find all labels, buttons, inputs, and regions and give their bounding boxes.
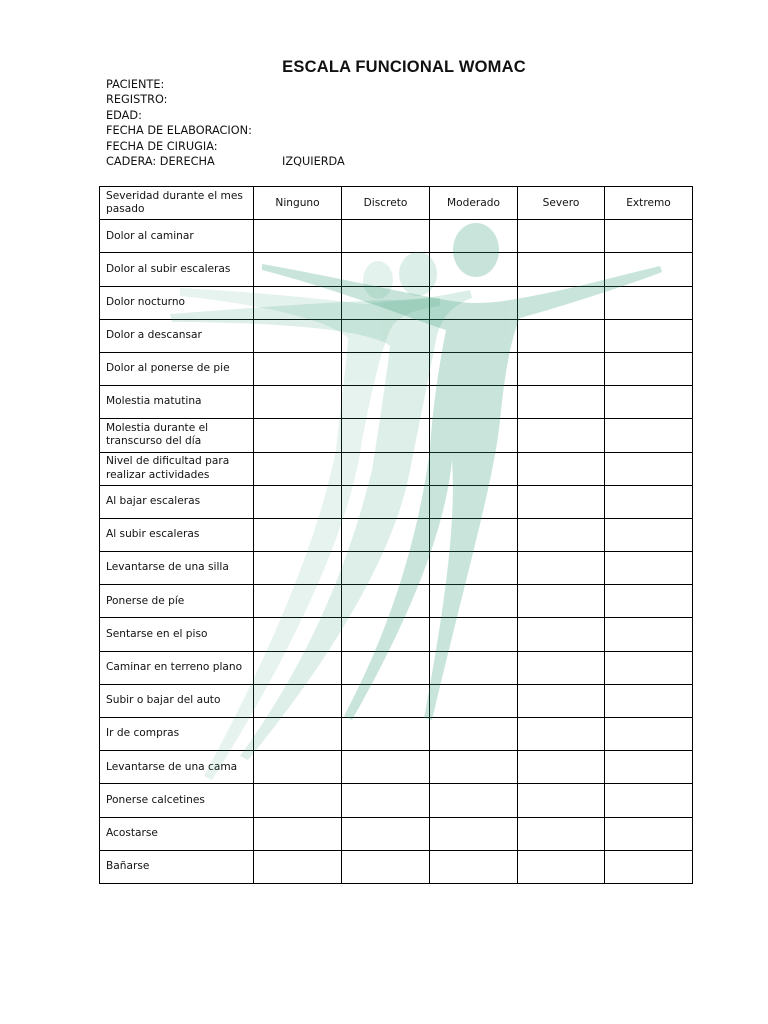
row-label: Al subir escaleras <box>100 518 254 551</box>
rating-cell[interactable] <box>254 684 342 717</box>
rating-cell[interactable] <box>518 751 605 784</box>
rating-cell[interactable] <box>605 319 693 352</box>
table-row <box>100 618 693 651</box>
rating-cell[interactable] <box>430 817 518 850</box>
field-fecha-cirugia: FECHA DE CIRUGIA: <box>106 139 218 153</box>
row-label: Al bajar escaleras <box>100 485 254 518</box>
row-label: Subir o bajar del auto <box>100 684 254 717</box>
table-row <box>100 386 693 419</box>
rating-cell[interactable] <box>342 286 430 319</box>
table-row <box>100 319 693 352</box>
rating-cell[interactable] <box>518 352 605 385</box>
field-paciente: PACIENTE: <box>106 78 165 91</box>
rating-cell[interactable] <box>605 518 693 551</box>
header-ninguno: Ninguno <box>254 187 342 220</box>
table-row <box>100 684 693 717</box>
rating-cell[interactable] <box>430 585 518 618</box>
rating-cell[interactable] <box>518 684 605 717</box>
rating-cell[interactable] <box>342 518 430 551</box>
rating-cell[interactable] <box>518 419 605 452</box>
row-label: Levantarse de una cama <box>100 751 254 784</box>
rating-cell[interactable] <box>254 850 342 883</box>
row-label: Molestia durante el transcurso del día <box>100 419 254 452</box>
page-title: ESCALA FUNCIONAL WOMAC <box>282 58 526 76</box>
rating-cell[interactable] <box>254 518 342 551</box>
rating-cell[interactable] <box>254 386 342 419</box>
rating-cell[interactable] <box>342 751 430 784</box>
header-severidad: Severidad durante el mes pasado <box>100 187 254 220</box>
rating-cell[interactable] <box>605 485 693 518</box>
row-label: Ir de compras <box>100 718 254 751</box>
row-label: Ponerse de píe <box>100 585 254 618</box>
table-row <box>100 485 693 518</box>
rating-cell[interactable] <box>254 286 342 319</box>
rating-cell[interactable] <box>254 817 342 850</box>
rating-cell[interactable] <box>430 485 518 518</box>
rating-cell[interactable] <box>605 817 693 850</box>
rating-cell[interactable] <box>430 684 518 717</box>
rating-cell[interactable] <box>430 386 518 419</box>
rating-cell[interactable] <box>254 253 342 286</box>
rating-cell[interactable] <box>430 518 518 551</box>
rating-cell[interactable] <box>254 585 342 618</box>
rating-cell[interactable] <box>605 585 693 618</box>
row-label: Acostarse <box>100 817 254 850</box>
rating-cell[interactable] <box>605 552 693 585</box>
womac-table <box>99 186 693 884</box>
rating-cell[interactable] <box>605 352 693 385</box>
table-row <box>100 352 693 385</box>
cadera-izquierda-label: IZQUIERDA <box>282 154 345 168</box>
patient-fields <box>106 77 345 169</box>
rating-cell[interactable] <box>518 253 605 286</box>
rating-cell[interactable] <box>342 386 430 419</box>
rating-cell[interactable] <box>430 352 518 385</box>
field-edad: EDAD: <box>106 108 142 122</box>
rating-cell[interactable] <box>605 419 693 452</box>
rating-cell[interactable] <box>342 419 430 452</box>
rating-cell[interactable] <box>518 552 605 585</box>
rating-cell[interactable] <box>518 817 605 850</box>
rating-cell[interactable] <box>254 452 342 485</box>
table-row <box>100 419 693 452</box>
header-row <box>100 187 693 220</box>
rating-cell[interactable] <box>518 452 605 485</box>
rating-cell[interactable] <box>605 220 693 253</box>
rating-cell[interactable] <box>605 684 693 717</box>
rating-cell[interactable] <box>518 518 605 551</box>
rating-cell[interactable] <box>430 718 518 751</box>
rating-cell[interactable] <box>605 386 693 419</box>
rating-cell[interactable] <box>342 784 430 817</box>
rating-cell[interactable] <box>518 718 605 751</box>
rating-cell[interactable] <box>518 220 605 253</box>
rating-cell[interactable] <box>605 651 693 684</box>
rating-cell[interactable] <box>342 452 430 485</box>
rating-cell[interactable] <box>254 552 342 585</box>
rating-cell[interactable] <box>605 452 693 485</box>
table-row <box>100 651 693 684</box>
table-row <box>100 817 693 850</box>
rating-cell[interactable] <box>430 850 518 883</box>
rating-cell[interactable] <box>518 585 605 618</box>
rating-cell[interactable] <box>342 220 430 253</box>
row-label: Bañarse <box>100 850 254 883</box>
row-label: Ponerse calcetines <box>100 784 254 817</box>
rating-cell[interactable] <box>254 319 342 352</box>
header-extremo: Extremo <box>605 187 693 220</box>
field-fecha-elaboracion: FECHA DE ELABORACION: <box>106 124 252 138</box>
table-row <box>100 718 693 751</box>
header-severo: Severo <box>518 187 605 220</box>
rating-cell[interactable] <box>430 618 518 651</box>
rating-cell[interactable] <box>605 784 693 817</box>
table-row <box>100 220 693 253</box>
rating-cell[interactable] <box>342 585 430 618</box>
rating-cell[interactable] <box>254 784 342 817</box>
row-label: Dolor al ponerse de pie <box>100 352 254 385</box>
rating-cell[interactable] <box>342 552 430 585</box>
cadera-derecha-label: CADERA: DERECHA <box>106 154 215 168</box>
table-row <box>100 552 693 585</box>
rating-cell[interactable] <box>430 784 518 817</box>
row-label: Dolor a descansar <box>100 319 254 352</box>
rating-cell[interactable] <box>518 850 605 883</box>
rating-cell[interactable] <box>254 718 342 751</box>
table-row <box>100 286 693 319</box>
rating-cell[interactable] <box>254 352 342 385</box>
rating-cell[interactable] <box>605 751 693 784</box>
rating-cell[interactable] <box>518 286 605 319</box>
table-row <box>100 452 693 485</box>
header-discreto: Discreto <box>342 187 430 220</box>
rating-cell[interactable] <box>430 253 518 286</box>
row-label: Dolor nocturno <box>100 286 254 319</box>
rating-cell[interactable] <box>518 651 605 684</box>
rating-cell[interactable] <box>518 319 605 352</box>
rating-cell[interactable] <box>605 850 693 883</box>
rating-cell[interactable] <box>430 751 518 784</box>
rating-cell[interactable] <box>342 485 430 518</box>
rating-cell[interactable] <box>605 718 693 751</box>
rating-cell[interactable] <box>605 618 693 651</box>
rating-cell[interactable] <box>254 485 342 518</box>
table-row <box>100 253 693 286</box>
rating-cell[interactable] <box>342 651 430 684</box>
row-label: Nivel de dificultad para realizar actividades <box>100 452 254 485</box>
table-row <box>100 518 693 551</box>
rating-cell[interactable] <box>254 651 342 684</box>
rating-cell[interactable] <box>430 651 518 684</box>
rating-cell[interactable] <box>430 452 518 485</box>
row-label: Levantarse de una silla <box>100 552 254 585</box>
table-row <box>100 751 693 784</box>
table-row <box>100 585 693 618</box>
rating-cell[interactable] <box>254 618 342 651</box>
field-registro: REGISTRO: <box>106 93 168 107</box>
rating-cell[interactable] <box>342 817 430 850</box>
rating-cell[interactable] <box>518 618 605 651</box>
table-row <box>100 850 693 883</box>
rating-cell[interactable] <box>430 220 518 253</box>
rating-cell[interactable] <box>430 552 518 585</box>
row-label: Caminar en terreno plano <box>100 651 254 684</box>
table-row <box>100 784 693 817</box>
rating-cell[interactable] <box>342 253 430 286</box>
rating-cell[interactable] <box>430 319 518 352</box>
rating-cell[interactable] <box>605 286 693 319</box>
rating-cell[interactable] <box>430 286 518 319</box>
rating-cell[interactable] <box>342 684 430 717</box>
row-label: Dolor al subir escaleras <box>100 253 254 286</box>
rating-cell[interactable] <box>254 419 342 452</box>
rating-cell[interactable] <box>342 319 430 352</box>
rating-cell[interactable] <box>605 253 693 286</box>
row-label: Sentarse en el piso <box>100 618 254 651</box>
rating-cell[interactable] <box>342 618 430 651</box>
rating-cell[interactable] <box>342 718 430 751</box>
rating-cell[interactable] <box>254 220 342 253</box>
rating-cell[interactable] <box>430 419 518 452</box>
field-cadera <box>106 154 345 169</box>
rating-cell[interactable] <box>518 784 605 817</box>
rating-cell[interactable] <box>518 485 605 518</box>
row-label: Molestia matutina <box>100 386 254 419</box>
rating-cell[interactable] <box>254 751 342 784</box>
header-moderado: Moderado <box>430 187 518 220</box>
row-label: Dolor al caminar <box>100 220 254 253</box>
rating-cell[interactable] <box>342 352 430 385</box>
rating-cell[interactable] <box>518 386 605 419</box>
rating-cell[interactable] <box>342 850 430 883</box>
